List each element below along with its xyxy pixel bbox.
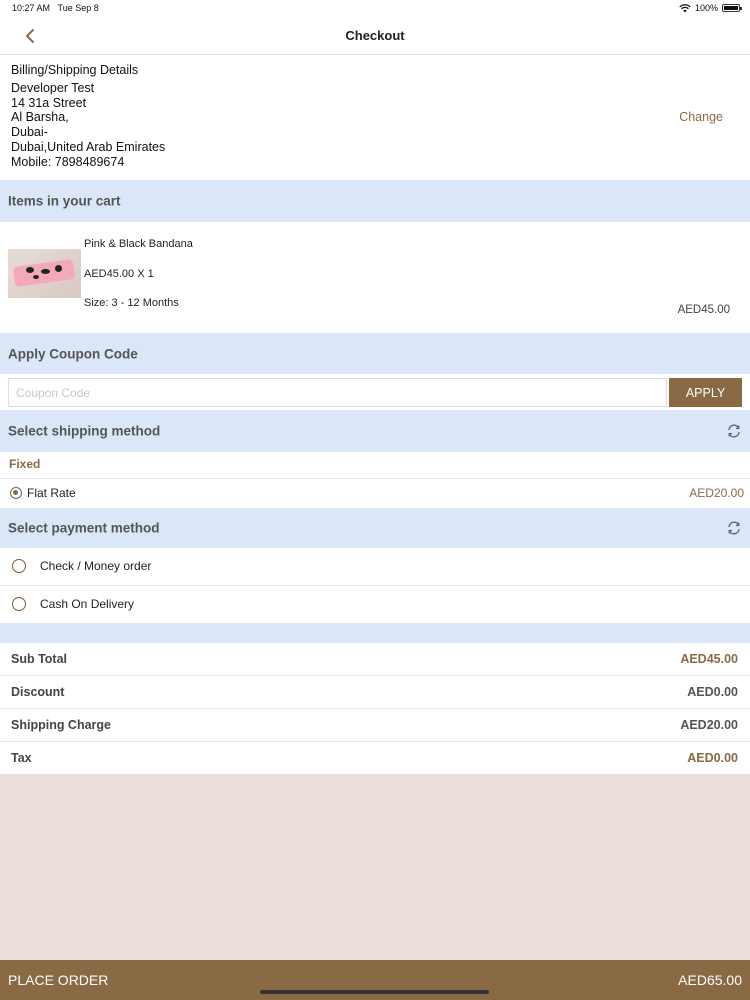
product-thumbnail[interactable]: [8, 249, 81, 298]
payment-options: [0, 548, 750, 623]
discount-label: Discount: [11, 685, 65, 699]
check-money-order-radio[interactable]: [12, 559, 26, 573]
product-price: AED45.00: [677, 304, 730, 316]
billing-country: Dubai,United Arab Emirates: [11, 139, 166, 154]
change-address-link[interactable]: Change: [679, 110, 723, 124]
billing-name: Developer Test: [11, 80, 95, 95]
payment-option-check[interactable]: [0, 548, 750, 585]
payment-header-label: Select payment method: [8, 520, 160, 536]
billing-mobile: Mobile: 7898489674: [11, 154, 125, 169]
billing-section: [0, 55, 750, 180]
payment-option-label[interactable]: Cash On Delivery: [40, 597, 135, 611]
coupon-input[interactable]: [8, 378, 667, 407]
coupon-row: [0, 374, 750, 410]
flat-rate-label[interactable]: Flat Rate: [27, 486, 76, 500]
shipping-options: [0, 452, 750, 508]
shipping-carrier-label: Fixed: [9, 457, 41, 471]
cart-item: [0, 222, 750, 333]
coupon-header-label: Apply Coupon Code: [8, 346, 138, 361]
wifi-icon: [679, 4, 691, 13]
shipping-charge-value: AED20.00: [680, 718, 738, 732]
shipping-charge-label: Shipping Charge: [11, 718, 111, 732]
flat-rate-radio[interactable]: [10, 487, 22, 499]
battery-percent: 100%: [694, 3, 718, 13]
shipping-header-label: Select shipping method: [8, 423, 161, 439]
subtotal-label: Sub Total: [11, 652, 68, 666]
place-order-label: PLACE ORDER: [8, 972, 109, 988]
shipping-section-header: [0, 410, 750, 452]
billing-city: Dubai-: [11, 125, 48, 140]
status-bar: [0, 0, 750, 18]
section-spacer: [0, 623, 750, 643]
billing-details: [11, 63, 165, 170]
product-size-line: Size: 3 - 12 Months: [84, 297, 179, 309]
refresh-shipping-icon[interactable]: [726, 423, 742, 439]
product-qty-line: AED45.00 X 1: [84, 268, 154, 280]
payment-option-label[interactable]: Check / Money order: [40, 559, 152, 573]
nav-bar: [0, 18, 750, 55]
tax-value: AED0.00: [687, 751, 738, 765]
billing-area: Al Barsha,: [11, 110, 69, 125]
discount-row: [0, 676, 750, 709]
status-right: [679, 3, 740, 13]
battery-icon: [722, 4, 740, 12]
payment-option-cod[interactable]: [0, 586, 750, 623]
status-time: 10:27 AM Tue Sep 8: [12, 3, 99, 13]
place-order-button[interactable]: [0, 960, 750, 1000]
tax-row: [0, 742, 750, 775]
refresh-payment-icon[interactable]: [726, 520, 742, 536]
subtotal-row: [0, 643, 750, 676]
shipping-charge-row: [0, 709, 750, 742]
home-indicator[interactable]: [260, 990, 489, 994]
page-title: Checkout: [345, 28, 405, 43]
flat-rate-price: AED20.00: [689, 486, 744, 500]
discount-value: AED0.00: [687, 685, 738, 699]
billing-heading: Billing/Shipping Details: [11, 63, 139, 77]
coupon-section-header: [0, 333, 750, 374]
subtotal-value: AED45.00: [680, 652, 738, 666]
cart-section-header: [0, 180, 750, 222]
cart-header-label: Items in your cart: [8, 193, 121, 209]
product-name[interactable]: Pink & Black Bandana: [84, 238, 193, 250]
order-totals: [0, 643, 750, 774]
cash-on-delivery-radio[interactable]: [12, 597, 26, 611]
tax-label: Tax: [11, 751, 32, 765]
order-total-amount: AED65.00: [678, 972, 742, 988]
payment-section-header: [0, 508, 750, 548]
billing-street: 14 31a Street: [11, 95, 87, 110]
apply-coupon-button[interactable]: APPLY: [669, 378, 742, 407]
